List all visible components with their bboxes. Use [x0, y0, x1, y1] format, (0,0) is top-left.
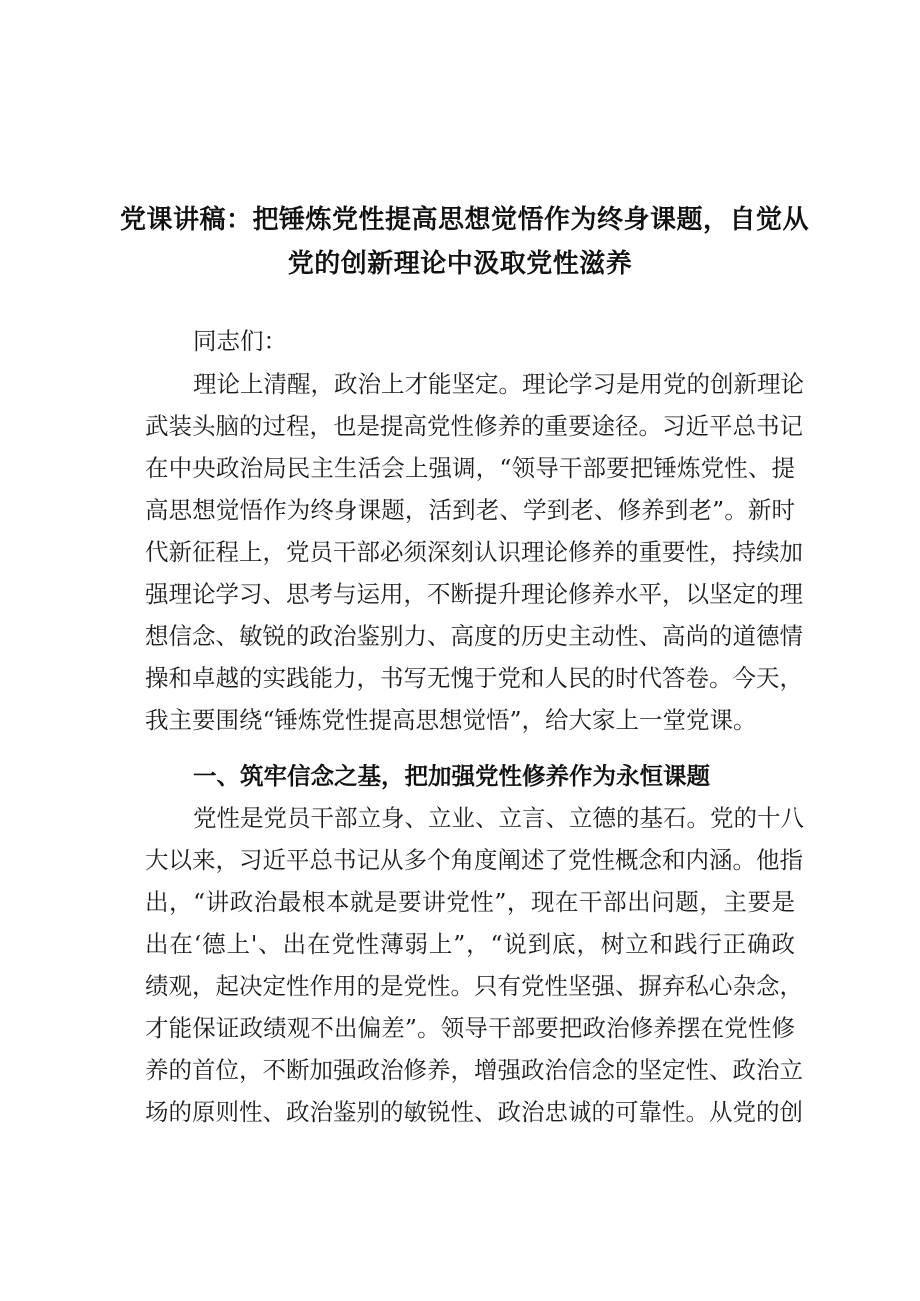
section-1-line: 党性是党员干部立身、立业、立言、立德的基石。党的十八: [193, 804, 804, 832]
section-1-line: 大以来，习近平总书记从多个角度阐述了党性概念和内涵。他指: [145, 846, 803, 874]
paragraph-1-line: 高思想觉悟作为终身课题，活到老、学到老、修养到老”。新时: [145, 496, 795, 524]
section-1-line: 场的原则性、政治鉴别的敏锐性、政治忠诚的可靠性。从党的创: [145, 1098, 803, 1126]
document-title-line-2: 党的创新理论中汲取党性滋养: [287, 249, 633, 279]
paragraph-1-line: 在中央政治局民主生活会上强调，“领导干部要把锤炼党性、提: [145, 454, 795, 482]
salutation: 同志们：: [193, 327, 287, 355]
section-1-line: 出在‘德上'、出在党性薄弱上”，“说到底，树立和践行正确政: [145, 930, 795, 958]
section-1-line: 出，“讲政治最根本就是要讲党性”，现在干部出问题，主要是: [145, 888, 795, 916]
paragraph-1-line: 理论上清醒，政治上才能坚定。理论学习是用党的创新理论: [193, 370, 804, 398]
section-1-heading: 一、筑牢信念之基，把加强党性修养作为永恒课题: [193, 762, 710, 790]
paragraph-1-line: 武装头脑的过程，也是提高党性修养的重要途径。习近平总书记: [145, 412, 803, 440]
paragraph-1-line: 强理论学习、思考与运用，不断提升理论修养水平，以坚定的理: [145, 580, 803, 608]
paragraph-1-line: 想信念、敏锐的政治鉴别力、高度的历史主动性、高尚的道德情: [145, 622, 803, 650]
paragraph-1-line: 我主要围绕“锤炼党性提高思想觉悟”，给大家上一堂党课。: [145, 706, 757, 734]
section-1-line: 绩观，起决定性作用的是党性。只有党性坚强、摒弃私心杂念，: [145, 972, 803, 1000]
section-1-line: 才能保证政绩观不出偏差”。领导干部要把政治修养摆在党性修: [145, 1014, 795, 1042]
document-title-line-1: 党课讲稿：把锤炼党性提高思想觉悟作为终身课题，自觉从: [120, 205, 810, 235]
paragraph-1-line: 操和卓越的实践能力，书写无愧于党和人民的时代答卷。今天，: [145, 664, 803, 692]
paragraph-1-line: 代新征程上，党员干部必须深刻认识理论修养的重要性，持续加: [145, 538, 803, 566]
section-1-line: 养的首位，不断加强政治修养，增强政治信念的坚定性、政治立: [145, 1056, 803, 1084]
